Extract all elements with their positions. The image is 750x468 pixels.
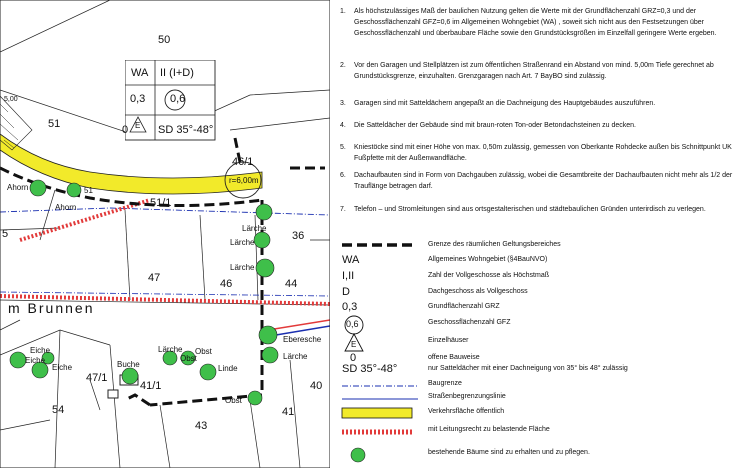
street-name: m Brunnen — [8, 300, 95, 316]
tree-label-ahorn-2: Ahorn — [55, 203, 77, 212]
note-text: Telefon – und Stromleitungen sind aus ortsgestalterischen und städtebaulichen Gründen unterirdisch zu verlegen. — [354, 206, 706, 213]
parcel-44: 44 — [285, 278, 298, 290]
tree-label-obst-3: Obst — [180, 354, 197, 363]
legend-symbol: 0 — [350, 352, 357, 364]
legend-text: offene Bauweise — [428, 354, 480, 361]
parcel-43: 43 — [195, 420, 208, 432]
zoning-floors: II (I+D) — [160, 67, 194, 79]
zoning-einzel: E — [135, 121, 141, 130]
tree-label-laerche-2: Lärche — [230, 238, 255, 247]
note-number: 5. — [340, 144, 346, 151]
legend-symbol: D — [342, 286, 350, 298]
tree-label-linde: Linde — [218, 364, 238, 373]
legend-symbol: SD 35°-48° — [342, 363, 398, 375]
legend-text: Grundflächenzahl GRZ — [428, 303, 500, 310]
tree-label-laerche-1: Lärche — [242, 224, 267, 233]
radius-label: r=6,00m — [229, 176, 259, 185]
tree-label-ahorn-1: Ahorn — [7, 183, 29, 192]
legend-text: Einzelhäuser — [428, 337, 469, 344]
parcel-41-1: 41/1 — [140, 380, 162, 392]
tree-label-laerche-5: Lärche — [158, 345, 183, 354]
tree-label-obst-2: Obst — [225, 396, 242, 405]
parcel-41: 41 — [282, 406, 295, 418]
note-text: Kniestöcke sind mit einer Höhe von max. 0,50m zulässig, gemessen von Oberkante Rohdecke außen bis Schnittpunkt UK Fußpfette mit der Außenwandfläche. — [354, 144, 732, 162]
tree-label-eiche-3: Eiche — [52, 363, 73, 372]
zoning-gfz: 0,6 — [170, 93, 186, 105]
legend-text: Allgemeines Wohngebiet (§4BauNVO) — [428, 256, 548, 263]
legend-symbol: 0,6 — [346, 319, 359, 329]
zoning-wa: WA — [131, 67, 149, 79]
legend-text: Dachgeschoss als Vollgeschoss — [428, 288, 528, 295]
note-text: Dachaufbauten sind in Form von Dachgauben zulässig, wobei die Gesamtbreite der Dachaufbauten nicht mehr als 1/2 der Trauflänge betragen darf. — [354, 172, 733, 190]
legend-leitungsrecht — [340, 422, 745, 442]
tree-label-laerche-4: Lärche — [283, 352, 308, 361]
parcel-47: 47 — [148, 272, 161, 284]
note-text: Garagen sind mit Satteldächern angepaßt an die Dachneigung des Hauptgebäudes auszuführen. — [354, 100, 656, 107]
zoning-dach: SD 35°-48° — [158, 124, 214, 136]
legend-text: nur Satteldächer mit einer Dachneigung von 35° bis 48° zulässig — [428, 365, 628, 372]
tree-label-eberesche: Eberesche — [283, 335, 322, 344]
small-shed — [108, 390, 118, 398]
legend-symbol: WA — [342, 254, 360, 266]
parcel-51-road: 51 — [84, 186, 93, 195]
legend-text: Verkehrsfläche öffentlich — [428, 408, 505, 415]
note-number: 6. — [340, 172, 346, 179]
parcel-40: 40 — [310, 380, 323, 392]
parcel-47-1: 47/1 — [86, 372, 108, 384]
legend-baeume — [340, 445, 745, 465]
tree-label-laerche-3: Lärche — [230, 263, 255, 272]
note-number: 3. — [340, 100, 346, 107]
parcel-51-1: 51/1 — [150, 197, 172, 209]
legend-text: mit Leitungsrecht zu belastende Fläche — [428, 426, 550, 433]
small-dimension: 5,00 — [4, 96, 18, 103]
legend-text: Straßenbegrenzungslinie — [428, 393, 506, 400]
red-line — [268, 320, 330, 330]
plan-map — [0, 0, 330, 468]
parcel-36: 36 — [292, 230, 305, 242]
tree-label-eiche-2: Eiche — [25, 356, 46, 365]
tree-label-obst-1: Obst — [195, 347, 212, 356]
legend-verkehrsflaeche — [340, 404, 745, 424]
legend-text: bestehende Bäume sind zu erhalten und zu pflegen. — [428, 449, 590, 456]
legend-symbol: I,II — [342, 270, 355, 282]
tree-label-eiche-1: Eiche — [30, 346, 51, 355]
legend-text: Geschossflächenzahl GFZ — [428, 319, 511, 326]
legend-text: Baugrenze — [428, 380, 462, 387]
note-text: Als höchstzulässiges Maß der baulichen Nutzung gelten die Werte mit der Grundflächenzahl GRZ=0,3 und der Geschossflächenzahl GFZ=0,6 im Allgemeinen Wohngebiet (WA) , soweit sich nicht aus den Festsetzungen über Geschossflächenzahl und überbaubare Fläche sowie den Grundstücksgrößen im Einzelfall geringere Werte ergeben. — [354, 8, 717, 37]
note-number: 4. — [340, 122, 346, 129]
zoning-weise: 0 — [122, 124, 129, 136]
leitung-diagonal — [20, 200, 150, 240]
note-number: 7. — [340, 206, 346, 213]
parcel-54: 54 — [52, 404, 65, 416]
tree-label-buche: Buche — [117, 360, 140, 369]
note-text: Die Satteldächer der Gebäude sind mit braun-roten Ton-oder Betondachsteinen zu decken. — [354, 122, 636, 129]
legend-symbol: 0,3 — [342, 301, 358, 313]
legend-text: Zahl der Vollgeschosse als Höchstmaß — [428, 272, 549, 279]
parcel-50: 50 — [158, 34, 171, 46]
note-number: 1. — [340, 8, 346, 15]
zoning-grz: 0,3 — [130, 93, 146, 105]
note-number: 2. — [340, 62, 346, 69]
parcel-51: 51 — [48, 118, 61, 130]
parcel-5: 5 — [2, 228, 9, 240]
legend-text: Grenze des räumlichen Geltungsbereiches — [428, 241, 561, 248]
parcel-46-1: 46/1 — [232, 156, 254, 168]
note-text: Vor den Garagen und Stellplätzen ist zum öffentlichen Straßenrand ein Abstand von mind. 5,00m Tiefe gerechnet ab Grundstücksgrenze, einzuhalten. Grenzgaragen nach Art. 7 BayBO sind zulässig. — [354, 62, 714, 80]
legend-gfz — [340, 315, 745, 335]
legend-symbol: E — [351, 340, 357, 349]
parcel-46: 46 — [220, 278, 233, 290]
